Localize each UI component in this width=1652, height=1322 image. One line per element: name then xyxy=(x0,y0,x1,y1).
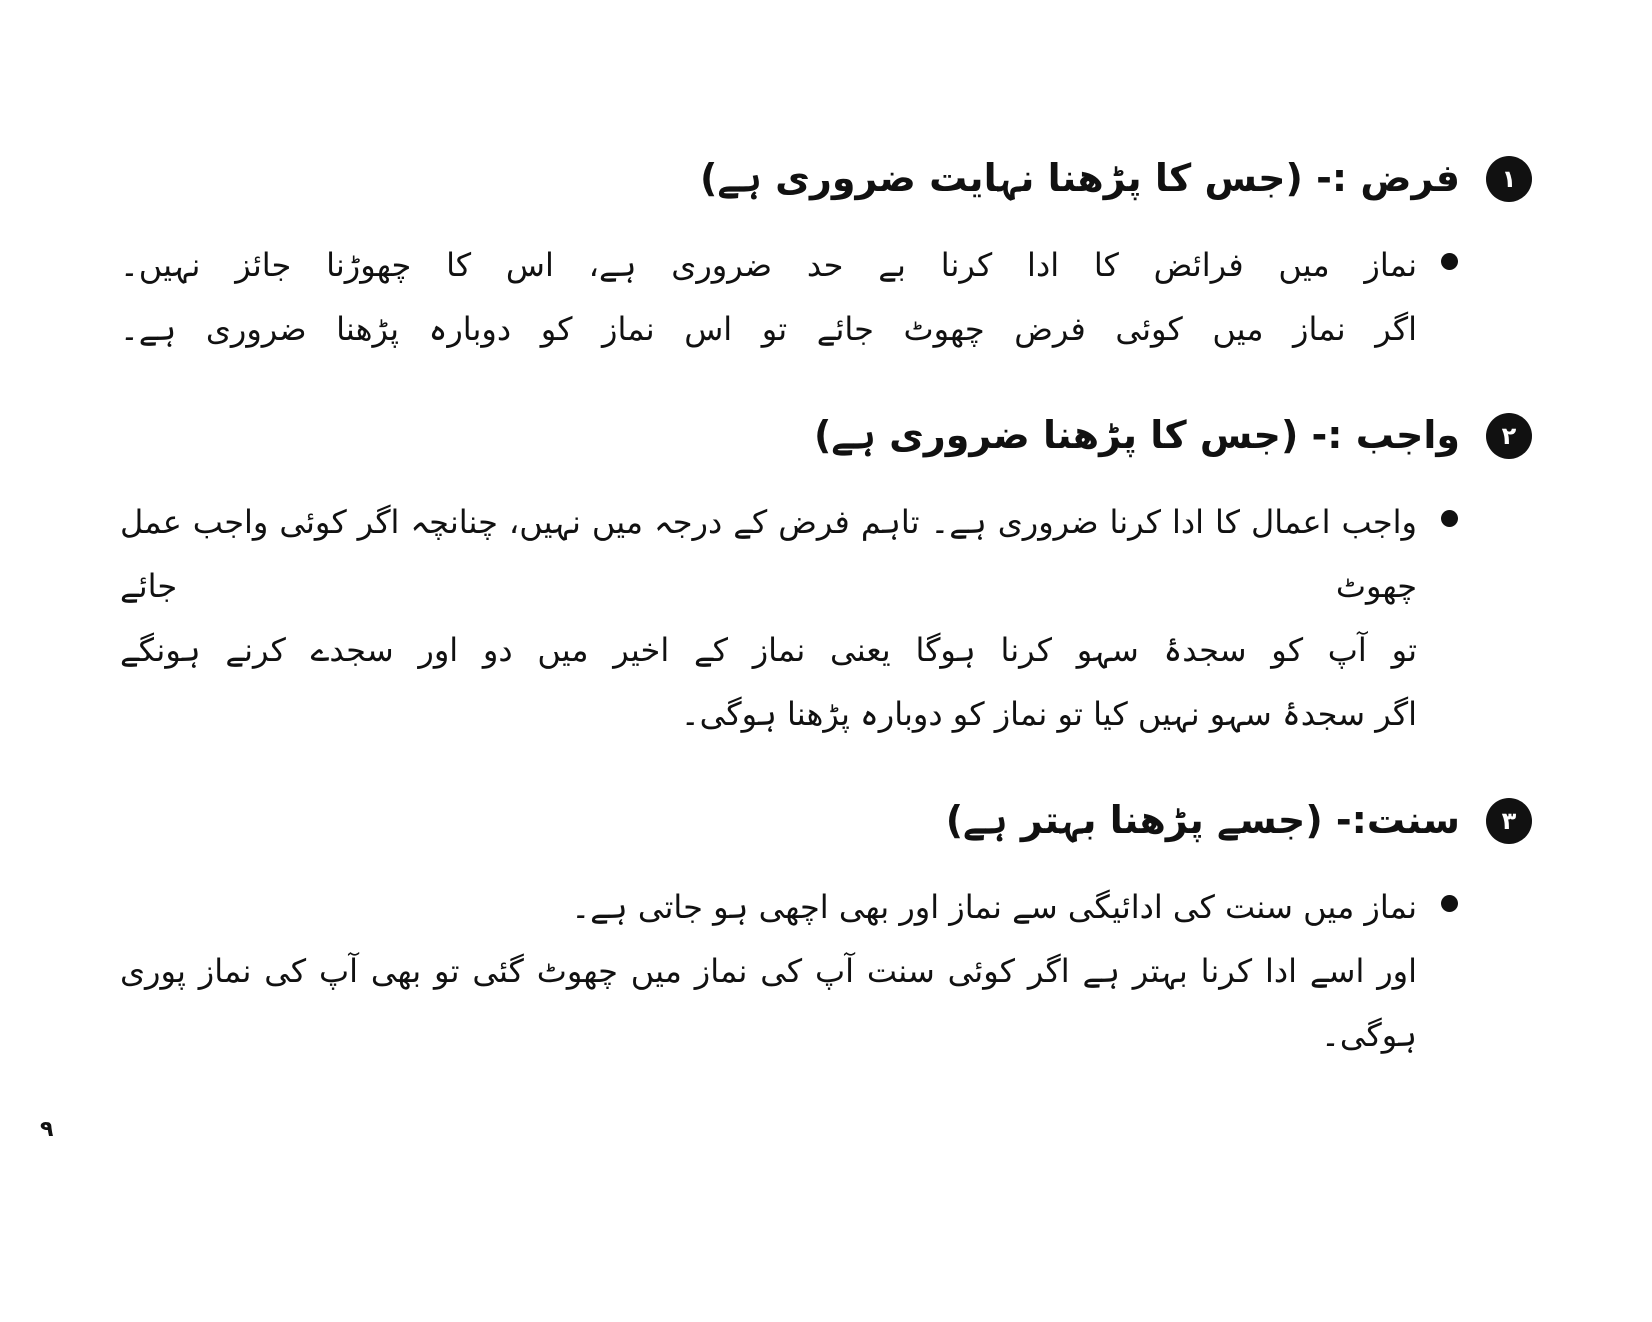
section-heading-row xyxy=(120,792,1532,849)
section-wajib xyxy=(120,407,1532,746)
section-sunnat xyxy=(120,792,1532,1067)
page-number: ۹ xyxy=(40,1117,54,1142)
section-heading-row xyxy=(120,407,1532,464)
bullet-text-3 xyxy=(120,875,1417,1067)
section-marker-1: ۱ xyxy=(1486,156,1532,202)
bullet-line: اور اسے ادا کرنا بہتر ہے اگر کوئی سنت آپ کی نماز میں چھوٹ گئی تو بھی آپ کی نماز پوری ہوگی۔ xyxy=(120,952,1417,1054)
section-heading-row xyxy=(120,150,1532,207)
section-marker-3: ۳ xyxy=(1486,798,1532,844)
bullet-dot-icon xyxy=(1441,510,1458,527)
section-marker-2: ۲ xyxy=(1486,413,1532,459)
bullet-line: تو آپ کو سجدۂ سہو کرنا ہوگا یعنی نماز کے اخیر میں دو اور سجدے کرنے ہونگے xyxy=(120,631,1417,669)
bullet-dot-icon xyxy=(1441,895,1458,912)
section-farz xyxy=(120,150,1532,361)
bullet-line: نماز میں سنت کی ادائیگی سے نماز اور بھی اچھی ہو جاتی ہے۔ xyxy=(571,888,1417,926)
bullet-text-1 xyxy=(120,233,1417,361)
bullet-text-2 xyxy=(120,490,1417,746)
bullet-item-3 xyxy=(120,875,1532,1067)
section-heading-2: واجب :- (جس کا پڑھنا ضروری ہے) xyxy=(813,413,1460,457)
bullet-item-2 xyxy=(120,490,1532,746)
section-heading-1: فرض :- (جس کا پڑھنا نہایت ضروری ہے) xyxy=(700,156,1460,200)
bullet-line: اگر نماز میں کوئی فرض چھوٹ جائے تو اس نماز کو دوبارہ پڑھنا ضروری ہے۔ xyxy=(120,310,1417,348)
bullet-dot-icon xyxy=(1441,253,1458,270)
bullet-line: واجب اعمال کا ادا کرنا ضروری ہے۔ تاہم فرض کے درجہ میں نہیں، چنانچہ اگر کوئی واجب عمل چھوٹ جائے xyxy=(120,503,1417,605)
bullet-line: اگر سجدۂ سہو نہیں کیا تو نماز کو دوبارہ پڑھنا ہوگی۔ xyxy=(680,695,1417,733)
bullet-item-1 xyxy=(120,233,1532,361)
section-heading-3: سنت:- (جسے پڑھنا بہتر ہے) xyxy=(945,798,1460,842)
page-content xyxy=(120,150,1532,1113)
bullet-line: نماز میں فرائض کا ادا کرنا بے حد ضروری ہے، اس کا چھوڑنا جائز نہیں۔ xyxy=(120,246,1417,284)
